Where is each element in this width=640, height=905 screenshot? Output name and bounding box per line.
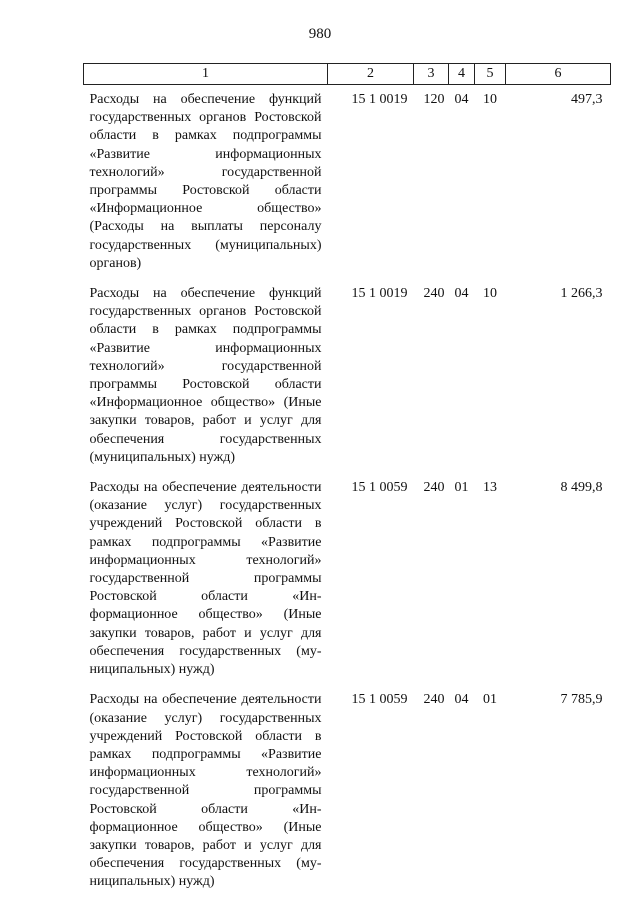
row-subsection: 10 xyxy=(483,92,497,107)
row-section: 04 xyxy=(454,286,469,302)
row-description: Расходы на обеспечение функций государственных органов Ростовской области в рамках подпрограммы «Развитие информационных технологий» государственной программы Ростовской области «Информационное общество» (Расходы на выплаты персоналу государственных (муниципальных) органов) xyxy=(89,92,322,271)
row-amount: 1 266,3 xyxy=(560,286,603,302)
row-target-code: 15 1 0019 xyxy=(351,92,408,107)
row-target-code: 15 1 0059 xyxy=(351,692,408,708)
row-expense-type: 240 xyxy=(423,480,445,496)
column-header-description: 1 xyxy=(84,64,328,85)
column-header-sum: 6 xyxy=(506,64,611,85)
row-amount: 7 785,9 xyxy=(560,692,603,708)
table-row xyxy=(84,85,611,280)
table-row xyxy=(84,473,611,685)
row-subsection: 13 xyxy=(483,480,497,496)
row-target-code: 15 1 0059 xyxy=(351,480,408,496)
table-row xyxy=(84,279,611,473)
row-subsection: 10 xyxy=(483,286,497,302)
row-expense-type: 240 xyxy=(423,692,445,708)
row-section: 04 xyxy=(454,92,469,107)
row-description: Расходы на обеспечение функций государственных органов Ростовской области в рамках подпрограммы «Развитие информационных технологий» государственной программы Ростовской области «Информационное общество» (Иные закупки товаров, работ и услуг для обеспечения государственных (муниципальных) нужд) xyxy=(89,286,322,465)
row-amount: 8 499,8 xyxy=(560,480,603,496)
row-target-code: 15 1 0019 xyxy=(351,286,408,302)
row-section: 01 xyxy=(454,480,469,496)
row-expense-type: 240 xyxy=(423,286,445,302)
table-header-row xyxy=(84,64,611,85)
budget-table xyxy=(83,63,611,898)
row-expense-type: 120 xyxy=(423,92,445,107)
page-number: 980 xyxy=(308,26,332,42)
column-header-pr: 5 xyxy=(475,64,506,85)
table-row xyxy=(84,685,611,897)
column-header-rz: 4 xyxy=(449,64,475,85)
row-description: Расходы на обеспечение деятельности (оказание услуг) государственных учреждений Ростовской области в рамках подпрограммы «Развитие информационных технологий» государственной программы Ростовской области «Информационное общество» (Иные закупки товаров, работ и услуг для обеспечения государственных (муниципальных) нужд) xyxy=(89,480,322,678)
row-amount: 497,3 xyxy=(571,92,603,107)
row-subsection: 01 xyxy=(483,692,497,708)
column-header-vr: 3 xyxy=(414,64,449,85)
row-description: Расходы на обеспечение деятельности (оказание услуг) государственных учреждений Ростовской области в рамках подпрограммы «Развитие информационных технологий» государственной программы Ростовской области «Информационное общество» (Иные закупки товаров, работ и услуг для обеспечения государственных (муниципальных) нужд) xyxy=(89,692,322,890)
row-section: 04 xyxy=(454,692,469,708)
column-header-code: 2 xyxy=(328,64,414,85)
